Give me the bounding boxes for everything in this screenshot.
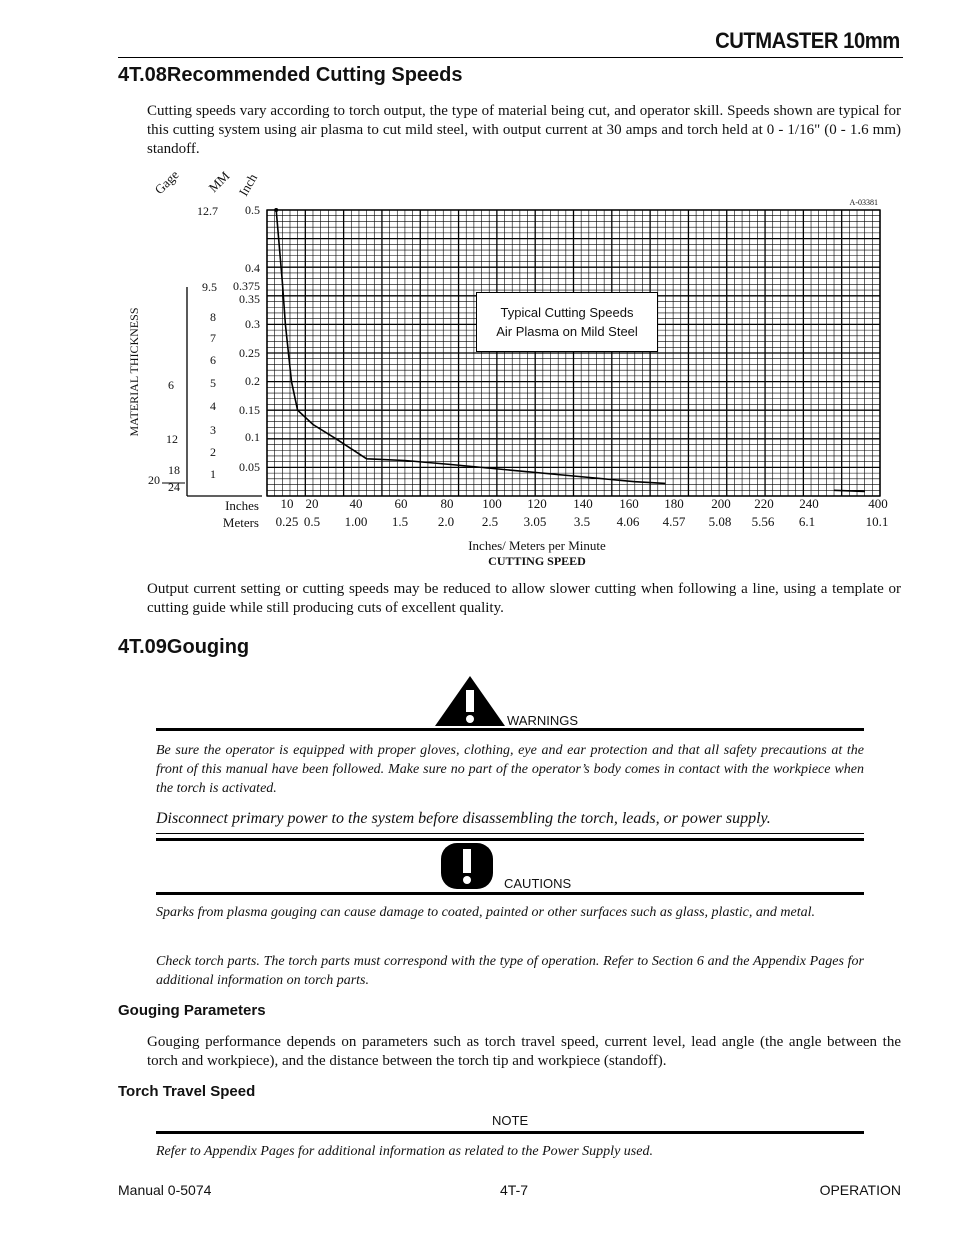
- chart-grid: [162, 210, 880, 496]
- footer-section: OPERATION: [819, 1182, 901, 1198]
- x-tick-meter: 10.1: [865, 514, 889, 529]
- footer-page-number: 4T-7: [500, 1182, 529, 1198]
- mm-tick-label: 5: [210, 376, 216, 390]
- subsection-gouging-parameters: Gouging Parameters: [118, 1002, 266, 1019]
- mm-tick-label: 4: [210, 399, 216, 413]
- x-tick-meter: 1.00: [344, 514, 368, 529]
- x-tick-meter: 4.57: [662, 514, 686, 529]
- warning-text-2: Disconnect primary power to the system before disassembling the torch, leads, or power supply.: [156, 810, 771, 827]
- x-tick-inch: 140: [573, 496, 593, 511]
- warning-rule-bottom: [156, 833, 864, 834]
- mm-tick-label: 7: [210, 331, 216, 345]
- caution-rule-mid: [156, 892, 864, 895]
- inch-tick-label: 0.25: [239, 346, 260, 360]
- gage-tick-label: 18: [168, 463, 180, 477]
- x-tick-meter: 3.05: [523, 514, 547, 529]
- x-tick-meter: 5.56: [751, 514, 775, 529]
- x-tick-inch: 240: [799, 496, 819, 511]
- x-tick-meter: 1.5: [391, 514, 409, 529]
- x-row-label-meters: Meters: [222, 515, 259, 530]
- x-axis-label-2: CUTTING SPEED: [488, 554, 586, 568]
- mm-tick-label: 2: [210, 445, 216, 459]
- inch-tick-label: 0.05: [239, 460, 260, 474]
- x-tick-meter: 2.0: [437, 514, 455, 529]
- mm-tick-label: 6: [210, 353, 216, 367]
- cautions-label: CAUTIONS: [504, 876, 572, 891]
- caution-text-2: Check torch parts. The torch parts must correspond with the type of operation. Refer to Section 6 and the Appendix Pages for additional information on torch parts.: [156, 954, 864, 988]
- x-tick-meter: 3.5: [573, 514, 591, 529]
- x-tick-inch: 220: [754, 496, 774, 511]
- chart-legend-box: [476, 292, 658, 352]
- x-tick-meter: 0.5: [303, 514, 321, 529]
- x-tick-inch: 20: [305, 496, 319, 511]
- y-header-inch: Inch: [235, 170, 261, 199]
- subsection-torch-travel-speed: Torch Travel Speed: [118, 1083, 256, 1100]
- inch-tick-label: 0.2: [245, 374, 260, 388]
- document-title: CUTMASTER 10mm: [715, 28, 900, 53]
- inch-tick-label: 0.375: [233, 279, 260, 293]
- cutting-speeds-intro: Cutting speeds vary according to torch output, the type of material being cut, and operator skill. Speeds shown are typical for this cutting system using air plasma to cut mild steel, with output current at 30 amps and torch held at 0 - 1/16" (0 - 1.6 mm) standoff.: [147, 103, 901, 157]
- x-tick-inch: 80: [440, 496, 454, 511]
- note-text: Refer to Appendix Pages for additional information as related to the Power Supply used.: [156, 1144, 653, 1159]
- x-tick-meter: 4.06: [616, 514, 640, 529]
- warning-rule-top: [156, 728, 864, 731]
- legend-line-1: Typical Cutting Speeds: [500, 305, 634, 320]
- x-tick-meter: 2.5: [481, 514, 499, 529]
- figure-id: A-03381: [849, 198, 878, 207]
- x-tick-inch: 10: [280, 496, 294, 511]
- x-tick-inch: 180: [664, 496, 684, 511]
- x-tick-inch: 120: [527, 496, 547, 511]
- inch-tick-label: 0.5: [245, 203, 260, 217]
- gage-tick-label: 20: [148, 473, 160, 487]
- x-tick-meter: 5.08: [708, 514, 732, 529]
- inch-tick-label: 0.3: [245, 317, 260, 331]
- mm-tick-label: 8: [210, 310, 216, 324]
- inch-tick-label: 0.15: [239, 403, 260, 417]
- caution-rule-top: [156, 838, 864, 841]
- mm-tick-label: 12.7: [197, 204, 218, 218]
- section-title-cutting-speeds: 4T.08Recommended Cutting Speeds: [118, 64, 463, 86]
- x-tick-inch: 400: [868, 496, 888, 511]
- inch-tick-label: 0.1: [245, 430, 260, 444]
- x-axis-label: Inches/ Meters per Minute: [468, 538, 606, 553]
- inch-tick-label: 0.35: [239, 292, 260, 306]
- inch-tick-label: 0.4: [245, 261, 260, 275]
- x-row-label-inches: Inches: [225, 498, 259, 513]
- cutting-speeds-after: Output current setting or cutting speeds may be reduced to allow slower cutting when following a line, using a template or cutting guide while still producing cuts of excellent quality.: [147, 581, 901, 616]
- warning-text-1: Be sure the operator is equipped with proper gloves, clothing, eye and ear protection and that all safety precautions at the front of this manual have been followed. Make sure no part of the operator’s body comes in contact with the workpiece when the torch is activated.: [156, 743, 864, 796]
- warning-triangle-icon: [433, 674, 507, 728]
- x-tick-inch: 160: [619, 496, 639, 511]
- x-tick-meter: 0.25: [275, 514, 299, 529]
- gage-tick-label: 6: [168, 378, 174, 392]
- x-tick-inch: 60: [394, 496, 408, 511]
- mm-tick-label: 1: [210, 467, 216, 481]
- warnings-label: WARNINGS: [507, 713, 579, 728]
- x-tick-inch: 200: [711, 496, 731, 511]
- note-label: NOTE: [492, 1113, 529, 1128]
- footer-manual-number: Manual 0-5074: [118, 1182, 212, 1198]
- series-start-point: [274, 208, 278, 212]
- section-title-gouging: 4T.09Gouging: [118, 636, 250, 658]
- mm-tick-label: 3: [210, 423, 216, 437]
- y-axis-label: MATERIAL THICKNESS: [127, 307, 141, 437]
- x-tick-inch: 40: [349, 496, 363, 511]
- gage-tick-label: 24: [168, 480, 180, 494]
- mm-tick-label: 9.5: [202, 280, 217, 294]
- x-tick-inch: 100: [482, 496, 502, 511]
- y-header-mm: MM: [205, 168, 233, 196]
- series-line-1: [834, 490, 865, 491]
- caution-text-1: Sparks from plasma gouging can cause damage to coated, painted or other surfaces such as glass, plastic, and metal.: [156, 905, 815, 920]
- legend-line-2: Air Plasma on Mild Steel: [496, 324, 638, 339]
- gouging-parameters-text: Gouging performance depends on parameters such as torch travel speed, current level, lead angle (the angle between the torch and workpiece), and the distance between the torch tip and workpiece (standoff).: [147, 1034, 901, 1069]
- x-tick-meter: 6.1: [798, 514, 816, 529]
- caution-exclamation-icon: [440, 842, 494, 890]
- note-rule: [156, 1131, 864, 1134]
- y-header-gage: Gage: [151, 167, 182, 198]
- gage-tick-label: 12: [166, 432, 178, 446]
